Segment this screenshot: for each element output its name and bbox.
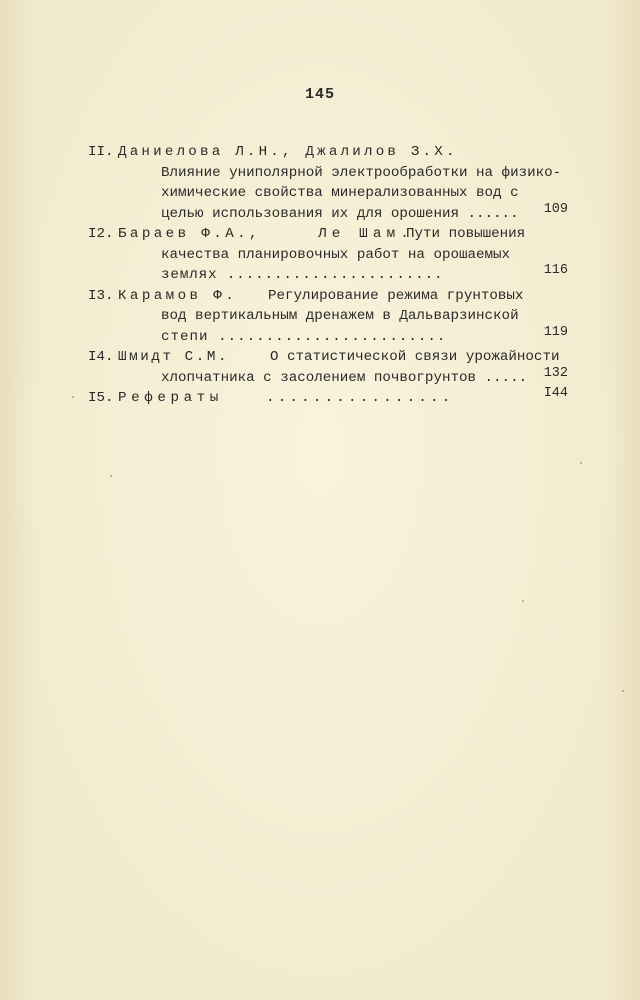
toc-entry-13-line-1 (88, 306, 568, 327)
entry-number: I4. (88, 349, 114, 365)
entry-title-line: вод вертикальным дренажем в Дальварзинской (161, 308, 519, 324)
entry-title-line: качества планировочных работ на орошаемых (161, 246, 511, 263)
entry-title-line: Влияние униполярной электрообработки на физико- (161, 164, 562, 181)
toc-entry-13-head (88, 286, 568, 307)
toc-entry-14-head (88, 347, 568, 368)
paper-speck (110, 475, 112, 477)
paper-speck (522, 600, 524, 602)
toc-entry-13-line-2 (88, 324, 568, 348)
toc-entry-12-head (88, 224, 568, 245)
entry-title-line: целью использования их для орошения ...... (161, 205, 519, 222)
entry-page: I44 (543, 386, 568, 401)
entry-title-line: землях ....................... (161, 267, 444, 283)
entry-author: Рефераты (118, 390, 223, 406)
entry-number: II. (88, 144, 114, 160)
entry-number: I3. (88, 287, 114, 304)
toc-entry-11-line-1 (88, 163, 568, 184)
entry-author: Даниелова Л.Н., Джалилов З.Х. (118, 144, 458, 160)
entry-number: I5. (88, 390, 114, 406)
toc-entry-12-line-1 (88, 245, 568, 266)
page-number: 145 (304, 86, 335, 103)
paper-speck (72, 396, 74, 398)
toc-entry-12-line-2 (88, 265, 568, 286)
entry-title-line: степи ........................ (161, 328, 447, 345)
toc-entry-11-line-3 (88, 201, 568, 225)
entry-number: I2. (88, 226, 114, 242)
entry-title-start: Пути повышения (406, 226, 526, 242)
entry-coauthor: Ле Шам. (318, 226, 414, 242)
entry-page: 119 (543, 324, 568, 340)
paper-speck (580, 462, 582, 464)
entry-author: Карамов Ф. (118, 287, 238, 304)
entry-title-line: химические свойства минерализованных вод с (161, 185, 519, 201)
entry-author: Шмидт С.М. (118, 349, 230, 365)
entry-leader-dots: ................ (266, 390, 454, 406)
entry-page: 109 (543, 201, 568, 217)
toc-entry-11-head (88, 142, 568, 163)
toc-entry-14-line-1 (88, 365, 568, 389)
entry-title-start: О статистической связи урожайности (270, 349, 560, 365)
table-of-contents (88, 142, 568, 409)
toc-entry-15-head (88, 388, 568, 409)
entry-title-start: Регулирование режима грунтовых (268, 287, 524, 304)
entry-page: 132 (543, 365, 568, 381)
entry-author: Бараев Ф.А., (118, 226, 261, 242)
entry-page: 116 (543, 263, 568, 278)
toc-entry-11-line-2 (88, 183, 568, 204)
paper-speck (622, 690, 624, 692)
entry-title-line: хлопчатника с засолением почвогрунтов ..... (161, 369, 528, 386)
